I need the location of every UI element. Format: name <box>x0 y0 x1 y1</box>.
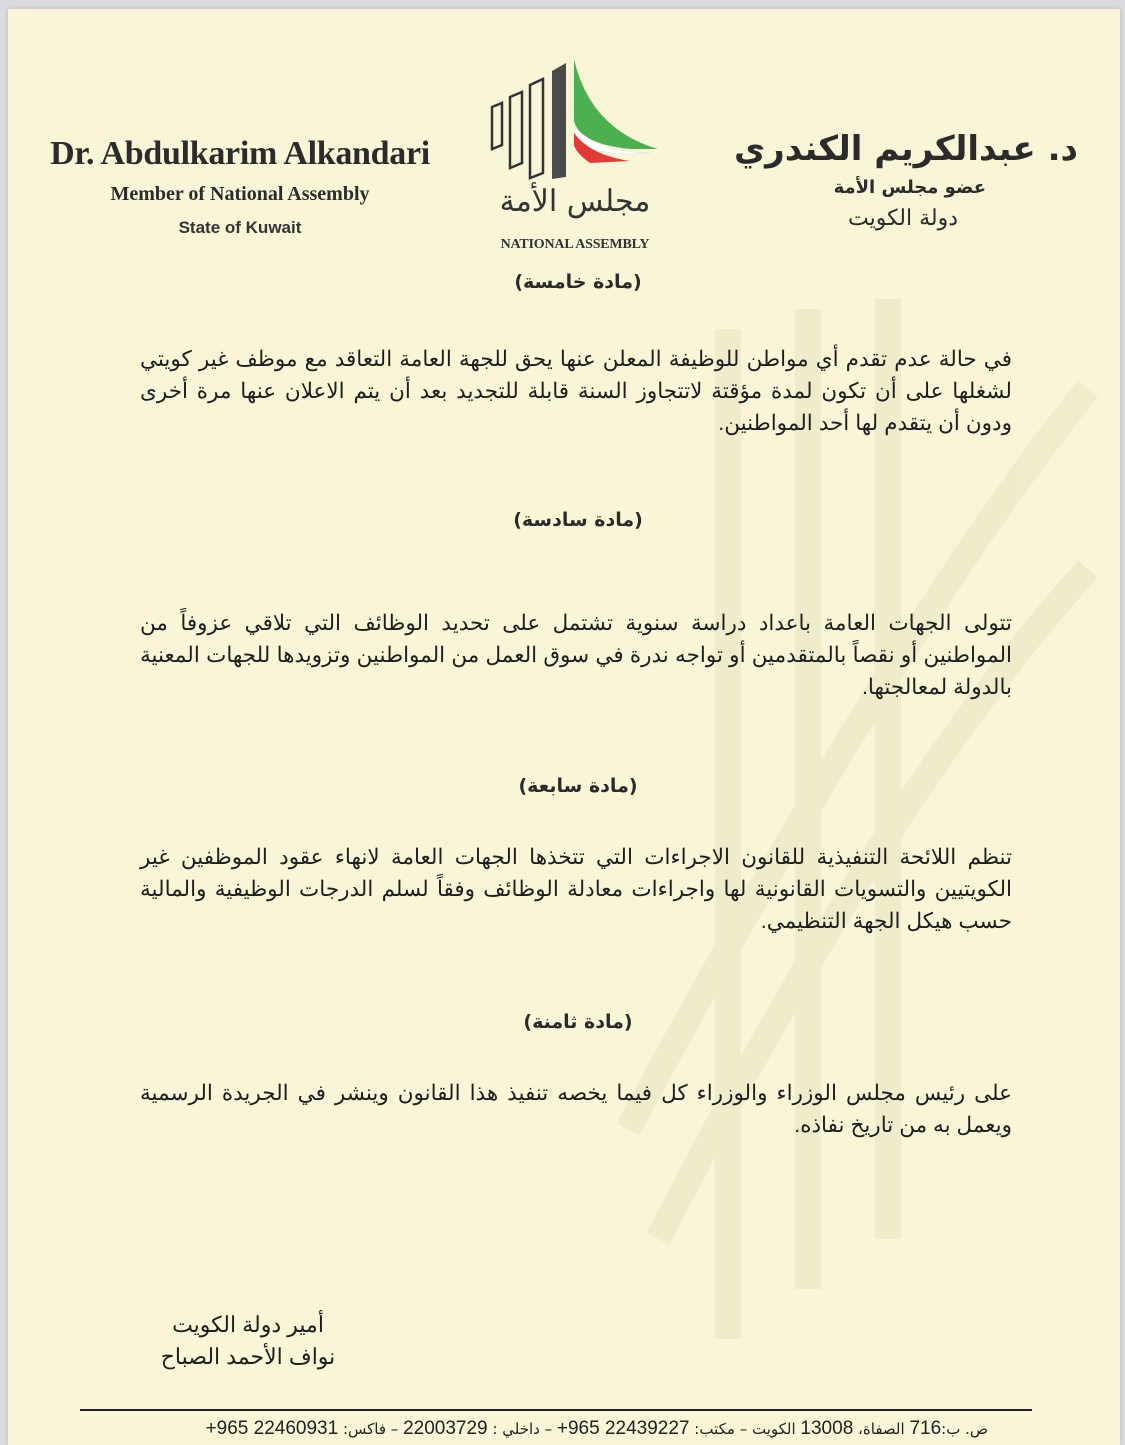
article-7-title: (مادة سابعة) <box>518 775 638 797</box>
document-page <box>8 9 1120 1445</box>
postcode: 13008 <box>800 1418 854 1439</box>
signature-block <box>138 1309 358 1373</box>
member-role-ar: عضو مجلس الأمة <box>833 177 986 198</box>
footer-contact <box>108 1418 988 1440</box>
article-6-title: (مادة سادسة) <box>513 509 643 531</box>
office-phone: +965 22439227 <box>556 1418 690 1439</box>
arabic-letterhead <box>708 129 1078 231</box>
area: الصفاة، <box>858 1420 905 1438</box>
article-5-body: في حالة عدم تقدم أي مواطن للوظيفة المعلن عنها يحق للجهة العامة التعاقد مع موظف غير كويتي لشغلها على أن تكون لمدة مؤقتة لاتتجاوز السنة قابلة للتجديد بعد أن يتم الاعلان عنها مرة أخرى ودون أن يتقدم لها أحد المواطنين. <box>140 347 1012 435</box>
logo-english-text: NATIONAL ASSEMBLY <box>500 237 650 252</box>
member-name-en: Dr. Abdulkarim Alkandari <box>50 135 430 172</box>
article-8-title: (مادة ثامنة) <box>523 1011 633 1033</box>
fax-label: – فاكس: <box>342 1420 399 1438</box>
ext-label: – داخلي : <box>492 1420 553 1438</box>
article-5-title: (مادة خامسة) <box>514 271 642 293</box>
member-role-en: Member of National Assembly <box>110 183 370 205</box>
footer-divider <box>80 1409 1032 1411</box>
logo-arabic-text: مجلس الأمة <box>499 184 651 219</box>
article-6-body: تتولى الجهات العامة باعداد دراسة سنوية تشتمل على تحديد الوظائف التي تلاقي عزوفاً من المواطنين أو نقصاً بالمتقدمين أو تواجه ندرة في سوق العمل من المواطنين وتزويدها للجهات المعنية بالدولة لمعالجتها. <box>140 611 1012 699</box>
state-ar: دولة الكويت <box>848 206 958 231</box>
signatory-name: نواف الأحمد الصباح <box>160 1344 336 1369</box>
member-name-ar: د. عبدالكريم الكندري <box>733 129 1078 169</box>
assembly-emblem-icon <box>480 49 670 184</box>
po-box: 716 <box>909 1418 942 1439</box>
english-letterhead <box>38 135 442 238</box>
po-label: ص. ب: <box>941 1420 988 1438</box>
national-assembly-logo <box>480 49 670 264</box>
signatory-title: أمير دولة الكويت <box>172 1312 324 1337</box>
fax-number: +965 22460931 <box>205 1418 339 1439</box>
city-office-label: الكويت – مكتب: <box>694 1420 796 1438</box>
article-7-body: تنظم اللائحة التنفيذية للقانون الاجراءات التي تتخذها الجهات العامة لانهاء عقود الموظفين غير الكويتيين والتسويات القانونية لها واجراءات معادلة الوظائف وفقاً لسلم الدرجات الوظيفية والمالية حسب هيكل الجهة التنظيمي. <box>140 845 1012 933</box>
ext-number: 22003729 <box>403 1418 488 1439</box>
state-en: State of Kuwait <box>178 218 302 237</box>
article-8-body: على رئيس مجلس الوزراء والوزراء كل فيما يخصه تنفيذ هذا القانون وينشر في الجريدة الرسمية ويعمل به من تاريخ نفاذه. <box>140 1081 1012 1137</box>
